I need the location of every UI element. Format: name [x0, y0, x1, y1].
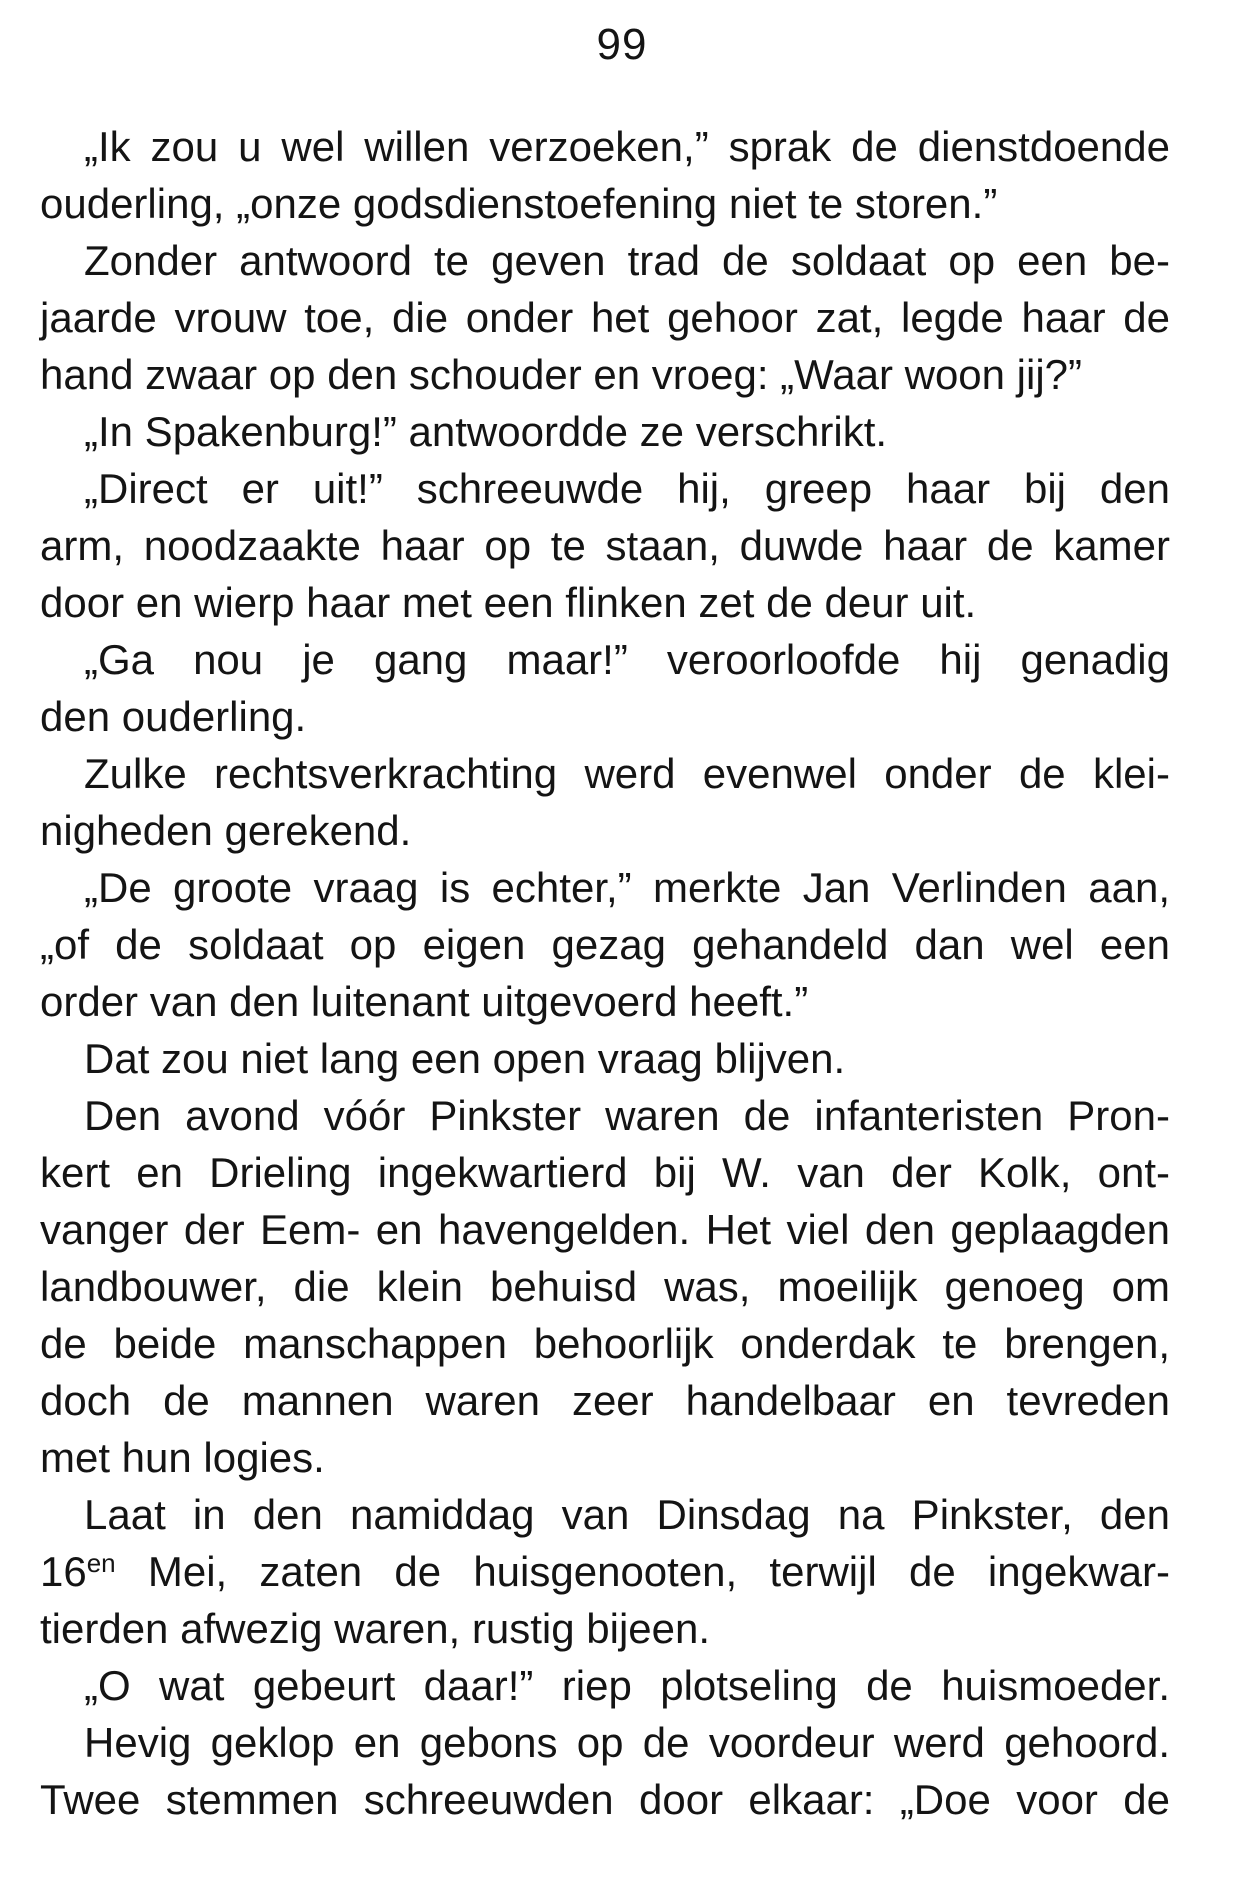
text-line: jaarde vrouw toe, die onder het gehoor zat, legde haar de [40, 294, 1170, 341]
text-line: de beide manschappen behoorlijk onderdak te brengen, [40, 1320, 1170, 1367]
text-line [40, 1543, 1170, 1600]
text-line: Den avond vóór Pinkster waren de infanteristen Pron- [84, 1092, 1170, 1139]
text-line-part: 16 [40, 1548, 87, 1595]
text-line: „Ga nou je gang maar!” veroorloofde hij genadig [84, 636, 1170, 683]
text-line: nigheden gerekend. [40, 807, 412, 854]
text-line: Laat in den namiddag van Dinsdag na Pinkster, den [84, 1491, 1170, 1538]
ordinal-superscript: en [86, 1548, 116, 1578]
text-line: doch de mannen waren zeer handelbaar en tevreden [40, 1377, 1170, 1424]
text-line: Dat zou niet lang een open vraag blijven. [84, 1035, 846, 1082]
body-text [40, 118, 1170, 1828]
text-line: „Direct er uit!” schreeuwde hij, greep haar bij den [84, 465, 1170, 512]
text-line: arm, noodzaakte haar op te staan, duwde haar de kamer [40, 522, 1170, 569]
text-line: „Ik zou u wel willen verzoeken,” sprak de dienstdoende [84, 123, 1170, 170]
page-number: 99 [596, 20, 648, 69]
text-line: hand zwaar op den schouder en vroeg: „Waar woon jij?” [40, 351, 1083, 398]
text-line: „In Spakenburg!” antwoordde ze verschrikt. [84, 408, 888, 455]
text-line: kert en Drieling ingekwartierd bij W. van der Kolk, ont- [40, 1149, 1170, 1196]
text-line: met hun logies. [40, 1434, 325, 1481]
text-line: „De groote vraag is echter,” merkte Jan Verlinden aan, [84, 864, 1170, 911]
text-line: door en wierp haar met een flinken zet de deur uit. [40, 579, 977, 626]
text-line: vanger der Eem- en havengelden. Het viel den geplaagden [40, 1206, 1170, 1253]
text-line: ouderling, „onze godsdienstoefening niet te storen.” [40, 180, 998, 227]
text-line: Hevig geklop en gebons op de voordeur werd gehoord. [84, 1719, 1170, 1766]
text-line: „of de soldaat op eigen gezag gehandeld dan wel een [40, 921, 1170, 968]
text-line: Zonder antwoord te geven trad de soldaat op een be- [84, 237, 1170, 284]
text-line: „O wat gebeurt daar!” riep plotseling de huismoeder. [84, 1662, 1170, 1709]
text-line-part: Mei, zaten de huisgenooten, terwijl de ingekwar- [115, 1548, 1170, 1595]
text-line: Zulke rechtsverkrachting werd evenwel onder de klei- [84, 750, 1170, 797]
text-line: order van den luitenant uitgevoerd heeft.” [40, 978, 809, 1025]
text-line: den ouderling. [40, 693, 307, 740]
text-line: landbouwer, die klein behuisd was, moeilijk genoeg om [40, 1263, 1170, 1310]
text-line: Twee stemmen schreeuwden door elkaar: „Doe voor de [40, 1776, 1170, 1823]
text-line: tierden afwezig waren, rustig bijeen. [40, 1605, 711, 1652]
